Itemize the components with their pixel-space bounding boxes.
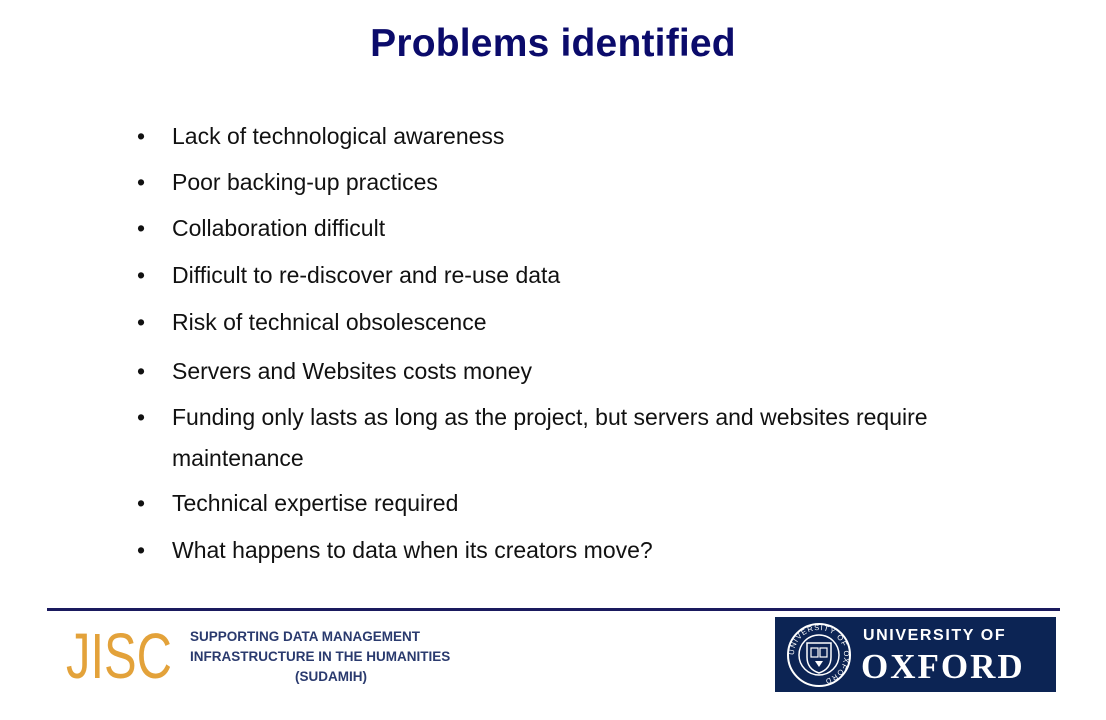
bullet-text: Technical expertise required: [172, 490, 459, 516]
oxford-line-2: OXFORD: [861, 647, 1025, 686]
slide-title: Problems identified: [370, 22, 736, 65]
project-line-1: SUPPORTING DATA MANAGEMENT: [190, 629, 420, 644]
jisc-logo: [66, 620, 176, 692]
svg-text:UNIVERSITY OF OXFORD: UNIVERSITY OF OXFORD: [786, 622, 852, 687]
bullet-text: Lack of technological awareness: [172, 123, 505, 149]
bullet-text: What happens to data when its creators move?: [172, 537, 653, 563]
bullet-text: Difficult to re-discover and re-use data: [172, 262, 561, 288]
project-line-3: (SUDAMIH): [295, 669, 367, 684]
bullet-item: [132, 530, 1012, 570]
bullet-item: [132, 162, 1012, 202]
bullet-text: Funding only lasts as long as the project, but servers and websites require maintenance: [172, 404, 928, 471]
bullet-glyph: •: [137, 309, 146, 335]
bullet-glyph: •: [137, 404, 146, 430]
jisc-logo-text: JISC: [66, 620, 172, 692]
oxford-line-1: UNIVERSITY OF: [863, 627, 1007, 644]
footer-divider: [47, 608, 1060, 611]
bullet-item: [132, 302, 1012, 342]
oxford-logo: [775, 617, 1056, 692]
bullet-item: [132, 483, 1012, 523]
bullet-glyph: •: [137, 123, 146, 149]
bullet-text: Servers and Websites costs money: [172, 358, 533, 384]
bullet-item: [132, 255, 1012, 295]
bullet-item: [132, 397, 1012, 479]
bullet-item: [132, 208, 1012, 248]
bullet-text: Poor backing-up practices: [172, 169, 438, 195]
bullet-glyph: •: [137, 490, 146, 516]
project-name: [190, 627, 490, 687]
bullet-item: [132, 116, 1012, 156]
bullet-glyph: •: [137, 169, 146, 195]
bullet-text: Collaboration difficult: [172, 215, 386, 241]
bullet-item: [132, 351, 1012, 391]
bullet-glyph: •: [137, 262, 146, 288]
bullet-glyph: •: [137, 215, 146, 241]
project-line-2: INFRASTRUCTURE IN THE HUMANITIES: [190, 649, 451, 664]
bullet-glyph: •: [137, 358, 146, 384]
bullet-glyph: •: [137, 537, 146, 563]
oxford-crest-icon: [785, 621, 853, 689]
bullet-text: Risk of technical obsolescence: [172, 309, 487, 335]
